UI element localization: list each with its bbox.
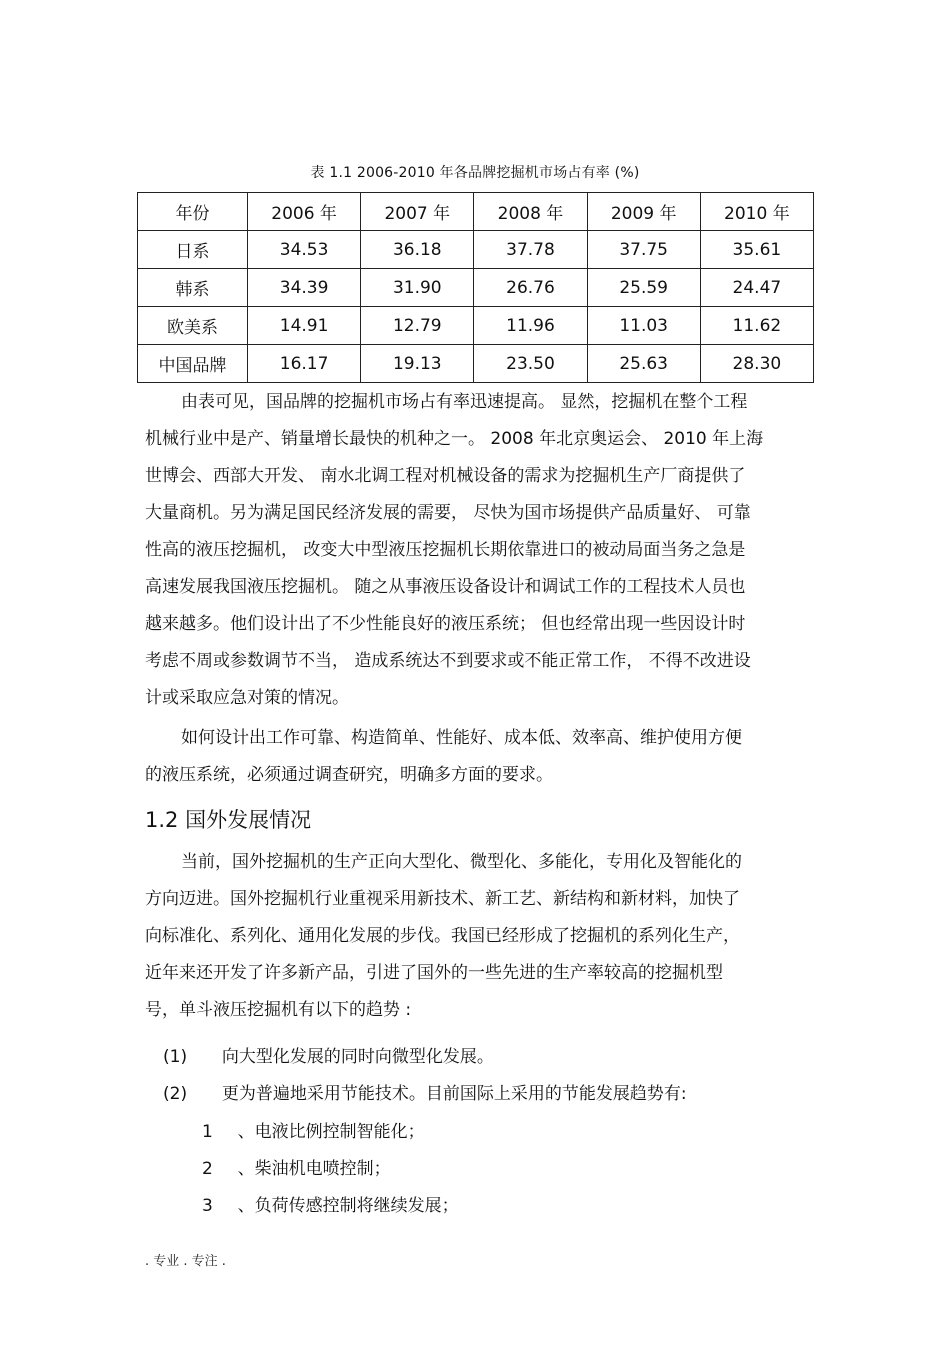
sublist-item — [202, 1117, 425, 1142]
table-cell: 25.63 — [587, 345, 700, 383]
sublist-number: 2 — [202, 1159, 213, 1179]
row-label: 中国品牌 — [138, 345, 248, 383]
table-cell: 26.76 — [474, 269, 587, 307]
table-cell: 37.78 — [474, 231, 587, 269]
sublist-text: 、负荷传感控制将继续发展； — [237, 1196, 459, 1216]
table-header-cell: 2008 年 — [474, 193, 587, 231]
table-row — [138, 231, 814, 269]
paragraph-line: 计或采取应急对策的情况。 — [145, 688, 349, 708]
paragraph-foreign-development — [145, 844, 810, 1029]
paragraph-line: 越来越多。他们设计出了不少性能良好的液压系统； 但也经常出现一些因设计时 — [145, 614, 746, 634]
table-cell: 12.79 — [361, 307, 474, 345]
list-item — [163, 1079, 687, 1104]
table-cell: 35.61 — [700, 231, 813, 269]
table-cell: 28.30 — [700, 345, 813, 383]
table-cell: 14.91 — [248, 307, 361, 345]
paragraph-line: 世博会、西部大开发、 南水北调工程对机械设备的需求为挖掘机生产厂商提供了 — [145, 466, 746, 486]
market-share-table — [137, 192, 814, 383]
list-item — [163, 1042, 494, 1067]
list-number: (2) — [163, 1084, 188, 1104]
paragraph-design-requirements — [145, 720, 810, 794]
table-cell: 16.17 — [248, 345, 361, 383]
table-header-cell: 2009 年 — [587, 193, 700, 231]
list-text: 更为普遍地采用节能技术。目前国际上采用的节能发展趋势有: — [221, 1084, 687, 1104]
list-text: 向大型化发展的同时向微型化发展。 — [221, 1047, 494, 1067]
paragraph-line: 机械行业中是产、销量增长最快的机种之一。 2008 年北京奥运会、 2010 年上海 — [145, 429, 764, 449]
table-cell: 11.96 — [474, 307, 587, 345]
table-row — [138, 269, 814, 307]
table-cell: 31.90 — [361, 269, 474, 307]
table-caption: 表 1.1 2006-2010 年各品牌挖掘机市场占有率 (%) — [310, 165, 640, 181]
paragraph-line: 由表可见，国品牌的挖掘机市场占有率迅速提高。 显然，挖掘机在整个工程 — [181, 392, 748, 412]
table-header-row — [138, 193, 814, 231]
sublist-number: 1 — [202, 1122, 213, 1142]
table-header-cell: 年份 — [138, 193, 248, 231]
table-cell: 24.47 — [700, 269, 813, 307]
paragraph-line: 的液压系统，必须通过调查研究，明确多方面的要求。 — [145, 765, 553, 785]
sublist-item — [202, 1154, 391, 1179]
list-number: (1) — [163, 1047, 188, 1067]
table-row — [138, 345, 814, 383]
table-cell: 11.62 — [700, 307, 813, 345]
sublist-item — [202, 1191, 459, 1216]
table-cell: 36.18 — [361, 231, 474, 269]
table-cell: 25.59 — [587, 269, 700, 307]
paragraph-line: 当前，国外挖掘机的生产正向大型化、微型化、多能化，专用化及智能化的 — [181, 852, 742, 872]
table-header-cell: 2010 年 — [700, 193, 813, 231]
paragraph-market-analysis — [145, 384, 810, 717]
row-label: 欧美系 — [138, 307, 248, 345]
section-heading: 1.2 国外发展情况 — [145, 808, 312, 832]
row-label: 日系 — [138, 231, 248, 269]
paragraph-line: 方向迈进。国外挖掘机行业重视采用新技术、新工艺、新结构和新材料，加快了 — [145, 889, 740, 909]
paragraph-line: 高速发展我国液压挖掘机。 随之从事液压设备设计和调试工作的工程技术人员也 — [145, 577, 746, 597]
table-cell: 37.75 — [587, 231, 700, 269]
table-row — [138, 307, 814, 345]
paragraph-line: 向标准化、系列化、通用化发展的步伐。我国已经形成了挖掘机的系列化生产， — [145, 926, 740, 946]
paragraph-line: 如何设计出工作可靠、构造简单、性能好、成本低、效率高、维护使用方便 — [181, 728, 742, 748]
paragraph-line: 考虑不周或参数调节不当， 造成系统达不到要求或不能正常工作， 不得不改进设 — [145, 651, 751, 671]
table-header-cell: 2007 年 — [361, 193, 474, 231]
table-cell: 11.03 — [587, 307, 700, 345]
table-cell: 23.50 — [474, 345, 587, 383]
sublist-text: 、柴油机电喷控制； — [237, 1159, 391, 1179]
paragraph-line: 近年来还开发了许多新产品，引进了国外的一些先进的生产率较高的挖掘机型 — [145, 963, 723, 983]
paragraph-line: 性高的液压挖掘机， 改变大中型液压挖掘机长期依靠进口的被动局面当务之急是 — [145, 540, 746, 560]
paragraph-line: 大量商机。另为满足国民经济发展的需要， 尽快为国市场提供产品质量好、 可靠 — [145, 503, 751, 523]
sublist-number: 3 — [202, 1196, 213, 1216]
row-label: 韩系 — [138, 269, 248, 307]
sublist-text: 、电液比例控制智能化； — [237, 1122, 425, 1142]
table-cell: 34.39 — [248, 269, 361, 307]
table-header-cell: 2006 年 — [248, 193, 361, 231]
table-cell: 19.13 — [361, 345, 474, 383]
page-footer: . 专业 . 专注 . — [145, 1254, 226, 1269]
table-cell: 34.53 — [248, 231, 361, 269]
paragraph-line: 号，单斗液压挖掘机有以下的趋势 : — [145, 1000, 412, 1020]
